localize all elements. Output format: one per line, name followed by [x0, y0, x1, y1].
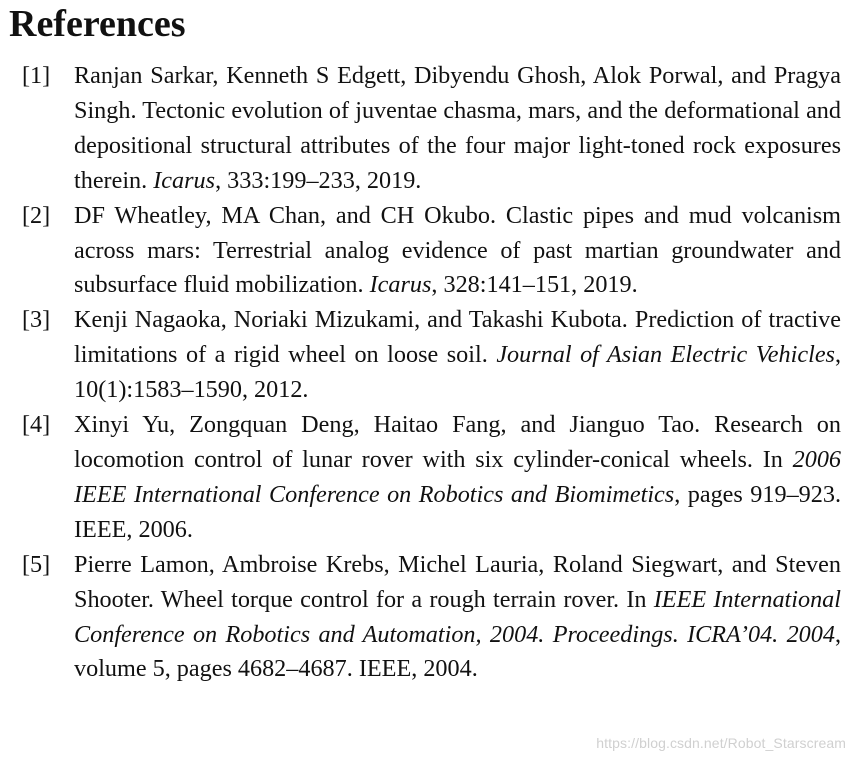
- reference-label: [1]: [22, 62, 51, 89]
- reference-journal: Icarus: [153, 166, 216, 194]
- reference-details: , volume 5, pages 4682–4687. IEEE, 2004.: [74, 620, 841, 683]
- reference-item-1: [0, 59, 856, 199]
- reference-label: [5]: [22, 550, 51, 578]
- reference-item-4: [0, 408, 856, 548]
- reference-body: [74, 199, 841, 304]
- reference-details: , 333:199–233, 2019.: [215, 166, 422, 194]
- reference-text: Xinyi Yu, Zongquan Deng, Haitao Fang, and Jianguo Tao. Research on locomotion control of lunar rover with six cylinder-conical wheels. In: [74, 411, 841, 473]
- reference-text: Kenji Nagaoka, Noriaki Mizukami, and Takashi Kubota. Prediction of tractive limitations of a rigid wheel on loose soil.: [74, 306, 841, 369]
- reference-item-5: [0, 548, 856, 688]
- reference-label: [3]: [22, 306, 51, 334]
- reference-body: [74, 548, 841, 688]
- reference-details: , 328:141–151, 2019.: [431, 271, 638, 299]
- reference-journal: IEEE International Conference on Robotics and Automation, 2004. Proceedings. ICRA’04. 2004: [74, 585, 842, 648]
- source-watermark: https://blog.csdn.net/Robot_Starscream: [596, 735, 846, 751]
- reference-label: [2]: [22, 201, 51, 229]
- reference-item-3: [0, 303, 856, 408]
- reference-item-2: [0, 199, 856, 304]
- reference-body: [74, 59, 841, 199]
- reference-details: , 10(1):1583–1590, 2012.: [74, 341, 842, 404]
- reference-body: [74, 408, 841, 548]
- reference-journal: 2006 IEEE International Conference on Robotics and Biomimetics: [74, 445, 841, 508]
- reference-list: [0, 59, 856, 687]
- reference-text: Pierre Lamon, Ambroise Krebs, Michel Lauria, Roland Siegwart, and Steven Shooter. Wheel torque control for a rough terrain rover. In: [74, 550, 841, 613]
- reference-text: Ranjan Sarkar, Kenneth S Edgett, Dibyendu Ghosh, Alok Porwal, and Pragya Singh. Tectonic evolution of juventae chasma, mars, and the deformational and depositional structural attributes of the four major light-toned rock exposures therein.: [74, 62, 841, 194]
- reference-journal: Icarus: [369, 271, 432, 299]
- references-heading: References: [9, 3, 186, 45]
- reference-details: , pages 919–923. IEEE, 2006.: [74, 480, 841, 543]
- reference-text: DF Wheatley, MA Chan, and CH Okubo. Clastic pipes and mud volcanism across mars: Terrestrial analog evidence of past martian groundwater and subsurface fluid mobilization.: [74, 201, 841, 299]
- reference-body: [74, 303, 841, 408]
- reference-journal: Journal of Asian Electric Vehicles: [496, 341, 835, 369]
- reference-label: [4]: [22, 411, 51, 439]
